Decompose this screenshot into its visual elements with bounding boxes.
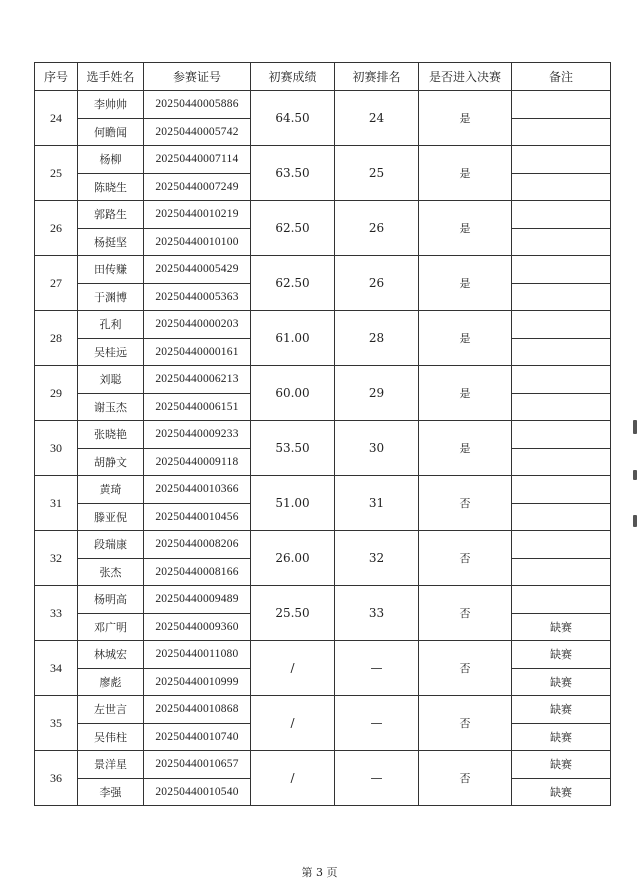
cert-number: 20250440011080 (144, 641, 251, 669)
player-name: 谢玉杰 (78, 393, 144, 421)
advance-cell: 是 (419, 201, 512, 256)
page-number: 第 3 页 (301, 866, 338, 879)
cert-number: 20250440009489 (144, 586, 251, 614)
rank-cell: 30 (335, 421, 419, 476)
seq-cell: 26 (35, 201, 78, 256)
player-name: 段瑞康 (78, 531, 144, 559)
cert-number: 20250440008206 (144, 531, 251, 559)
cert-number: 20250440006213 (144, 366, 251, 394)
table-row (35, 751, 611, 779)
player-name: 郭路生 (78, 201, 144, 229)
header-row (35, 63, 611, 91)
player-name: 邓广明 (78, 613, 144, 641)
remark-cell (512, 503, 611, 531)
score-cell: 53.50 (251, 421, 335, 476)
cert-number: 20250440010219 (144, 201, 251, 229)
remark-cell (512, 173, 611, 201)
player-name: 林城宏 (78, 641, 144, 669)
remark-cell (512, 531, 611, 559)
table-row (35, 586, 611, 614)
remark-cell: 缺赛 (512, 641, 611, 669)
header-remark: 备注 (512, 63, 611, 91)
player-name: 张晓艳 (78, 421, 144, 449)
rank-cell: 26 (335, 256, 419, 311)
table-row (35, 91, 611, 119)
remark-cell (512, 393, 611, 421)
remark-cell (512, 448, 611, 476)
remark-cell: 缺赛 (512, 668, 611, 696)
remark-cell (512, 256, 611, 284)
player-name: 景洋星 (78, 751, 144, 779)
rank-cell: 33 (335, 586, 419, 641)
rank-cell: 24 (335, 91, 419, 146)
player-name: 李强 (78, 778, 144, 806)
remark-cell (512, 283, 611, 311)
table-row (35, 201, 611, 229)
score-cell: 62.50 (251, 256, 335, 311)
table-row (35, 366, 611, 394)
header-advance: 是否进入决赛 (419, 63, 512, 91)
seq-cell: 28 (35, 311, 78, 366)
seq-cell: 36 (35, 751, 78, 806)
player-name: 胡静文 (78, 448, 144, 476)
remark-cell: 缺赛 (512, 696, 611, 724)
table-row (35, 531, 611, 559)
seq-cell: 31 (35, 476, 78, 531)
rank-cell: 25 (335, 146, 419, 201)
results-body (35, 91, 611, 806)
cert-number: 20250440010740 (144, 723, 251, 751)
table-row (35, 476, 611, 504)
cert-number: 20250440010100 (144, 228, 251, 256)
score-cell: / (251, 641, 335, 696)
seq-cell: 32 (35, 531, 78, 586)
cert-number: 20250440005429 (144, 256, 251, 284)
cert-number: 20250440010868 (144, 696, 251, 724)
cert-number: 20250440010366 (144, 476, 251, 504)
score-cell: 64.50 (251, 91, 335, 146)
advance-cell: 是 (419, 256, 512, 311)
header-cert: 参赛证号 (144, 63, 251, 91)
margin-scan-mark (633, 420, 637, 434)
player-name: 李帅帅 (78, 91, 144, 119)
table-row (35, 641, 611, 669)
seq-cell: 29 (35, 366, 78, 421)
cert-number: 20250440009360 (144, 613, 251, 641)
cert-number: 20250440008166 (144, 558, 251, 586)
player-name: 孔利 (78, 311, 144, 339)
player-name: 张杰 (78, 558, 144, 586)
table-row (35, 421, 611, 449)
table-row (35, 256, 611, 284)
rank-cell: 26 (335, 201, 419, 256)
player-name: 于渊博 (78, 283, 144, 311)
cert-number: 20250440010657 (144, 751, 251, 779)
rank-cell: — (335, 751, 419, 806)
score-cell: 61.00 (251, 311, 335, 366)
remark-cell (512, 476, 611, 504)
seq-cell: 25 (35, 146, 78, 201)
remark-cell (512, 311, 611, 339)
player-name: 陈晓生 (78, 173, 144, 201)
seq-cell: 30 (35, 421, 78, 476)
table-row (35, 696, 611, 724)
header-name: 选手姓名 (78, 63, 144, 91)
player-name: 何瞻闻 (78, 118, 144, 146)
advance-cell: 否 (419, 696, 512, 751)
score-cell: 63.50 (251, 146, 335, 201)
rank-cell: — (335, 641, 419, 696)
cert-number: 20250440009233 (144, 421, 251, 449)
advance-cell: 是 (419, 146, 512, 201)
score-cell: 26.00 (251, 531, 335, 586)
player-name: 田传赚 (78, 256, 144, 284)
cert-number: 20250440010456 (144, 503, 251, 531)
score-cell: / (251, 696, 335, 751)
remark-cell: 缺赛 (512, 613, 611, 641)
seq-cell: 33 (35, 586, 78, 641)
cert-number: 20250440009118 (144, 448, 251, 476)
player-name: 黄琦 (78, 476, 144, 504)
player-name: 左世言 (78, 696, 144, 724)
player-name: 廖彪 (78, 668, 144, 696)
remark-cell (512, 586, 611, 614)
cert-number: 20250440000203 (144, 311, 251, 339)
cert-number: 20250440005363 (144, 283, 251, 311)
remark-cell: 缺赛 (512, 778, 611, 806)
header-seq: 序号 (35, 63, 78, 91)
cert-number: 20250440005742 (144, 118, 251, 146)
rank-cell: 29 (335, 366, 419, 421)
remark-cell: 缺赛 (512, 723, 611, 751)
remark-cell (512, 146, 611, 174)
player-name: 杨明高 (78, 586, 144, 614)
remark-cell: 缺赛 (512, 751, 611, 779)
advance-cell: 是 (419, 421, 512, 476)
advance-cell: 否 (419, 641, 512, 696)
player-name: 滕亚倪 (78, 503, 144, 531)
advance-cell: 否 (419, 751, 512, 806)
margin-scan-mark (633, 515, 637, 527)
header-rank: 初赛排名 (335, 63, 419, 91)
results-table (34, 62, 611, 806)
advance-cell: 否 (419, 476, 512, 531)
cert-number: 20250440006151 (144, 393, 251, 421)
remark-cell (512, 558, 611, 586)
player-name: 刘聪 (78, 366, 144, 394)
remark-cell (512, 91, 611, 119)
advance-cell: 是 (419, 311, 512, 366)
rank-cell: — (335, 696, 419, 751)
seq-cell: 34 (35, 641, 78, 696)
seq-cell: 35 (35, 696, 78, 751)
player-name: 吴伟柱 (78, 723, 144, 751)
rank-cell: 28 (335, 311, 419, 366)
remark-cell (512, 366, 611, 394)
player-name: 杨挺坚 (78, 228, 144, 256)
cert-number: 20250440000161 (144, 338, 251, 366)
table-row (35, 311, 611, 339)
cert-number: 20250440007114 (144, 146, 251, 174)
cert-number: 20250440007249 (144, 173, 251, 201)
score-cell: / (251, 751, 335, 806)
remark-cell (512, 201, 611, 229)
remark-cell (512, 338, 611, 366)
remark-cell (512, 228, 611, 256)
advance-cell: 是 (419, 91, 512, 146)
table-row (35, 146, 611, 174)
score-cell: 62.50 (251, 201, 335, 256)
rank-cell: 32 (335, 531, 419, 586)
remark-cell (512, 421, 611, 449)
player-name: 杨柳 (78, 146, 144, 174)
seq-cell: 24 (35, 91, 78, 146)
rank-cell: 31 (335, 476, 419, 531)
advance-cell: 否 (419, 531, 512, 586)
cert-number: 20250440005886 (144, 91, 251, 119)
score-cell: 60.00 (251, 366, 335, 421)
score-cell: 51.00 (251, 476, 335, 531)
cert-number: 20250440010999 (144, 668, 251, 696)
advance-cell: 是 (419, 366, 512, 421)
advance-cell: 否 (419, 586, 512, 641)
cert-number: 20250440010540 (144, 778, 251, 806)
header-score: 初赛成绩 (251, 63, 335, 91)
seq-cell: 27 (35, 256, 78, 311)
margin-scan-mark (633, 470, 637, 480)
score-cell: 25.50 (251, 586, 335, 641)
remark-cell (512, 118, 611, 146)
player-name: 吴桂远 (78, 338, 144, 366)
